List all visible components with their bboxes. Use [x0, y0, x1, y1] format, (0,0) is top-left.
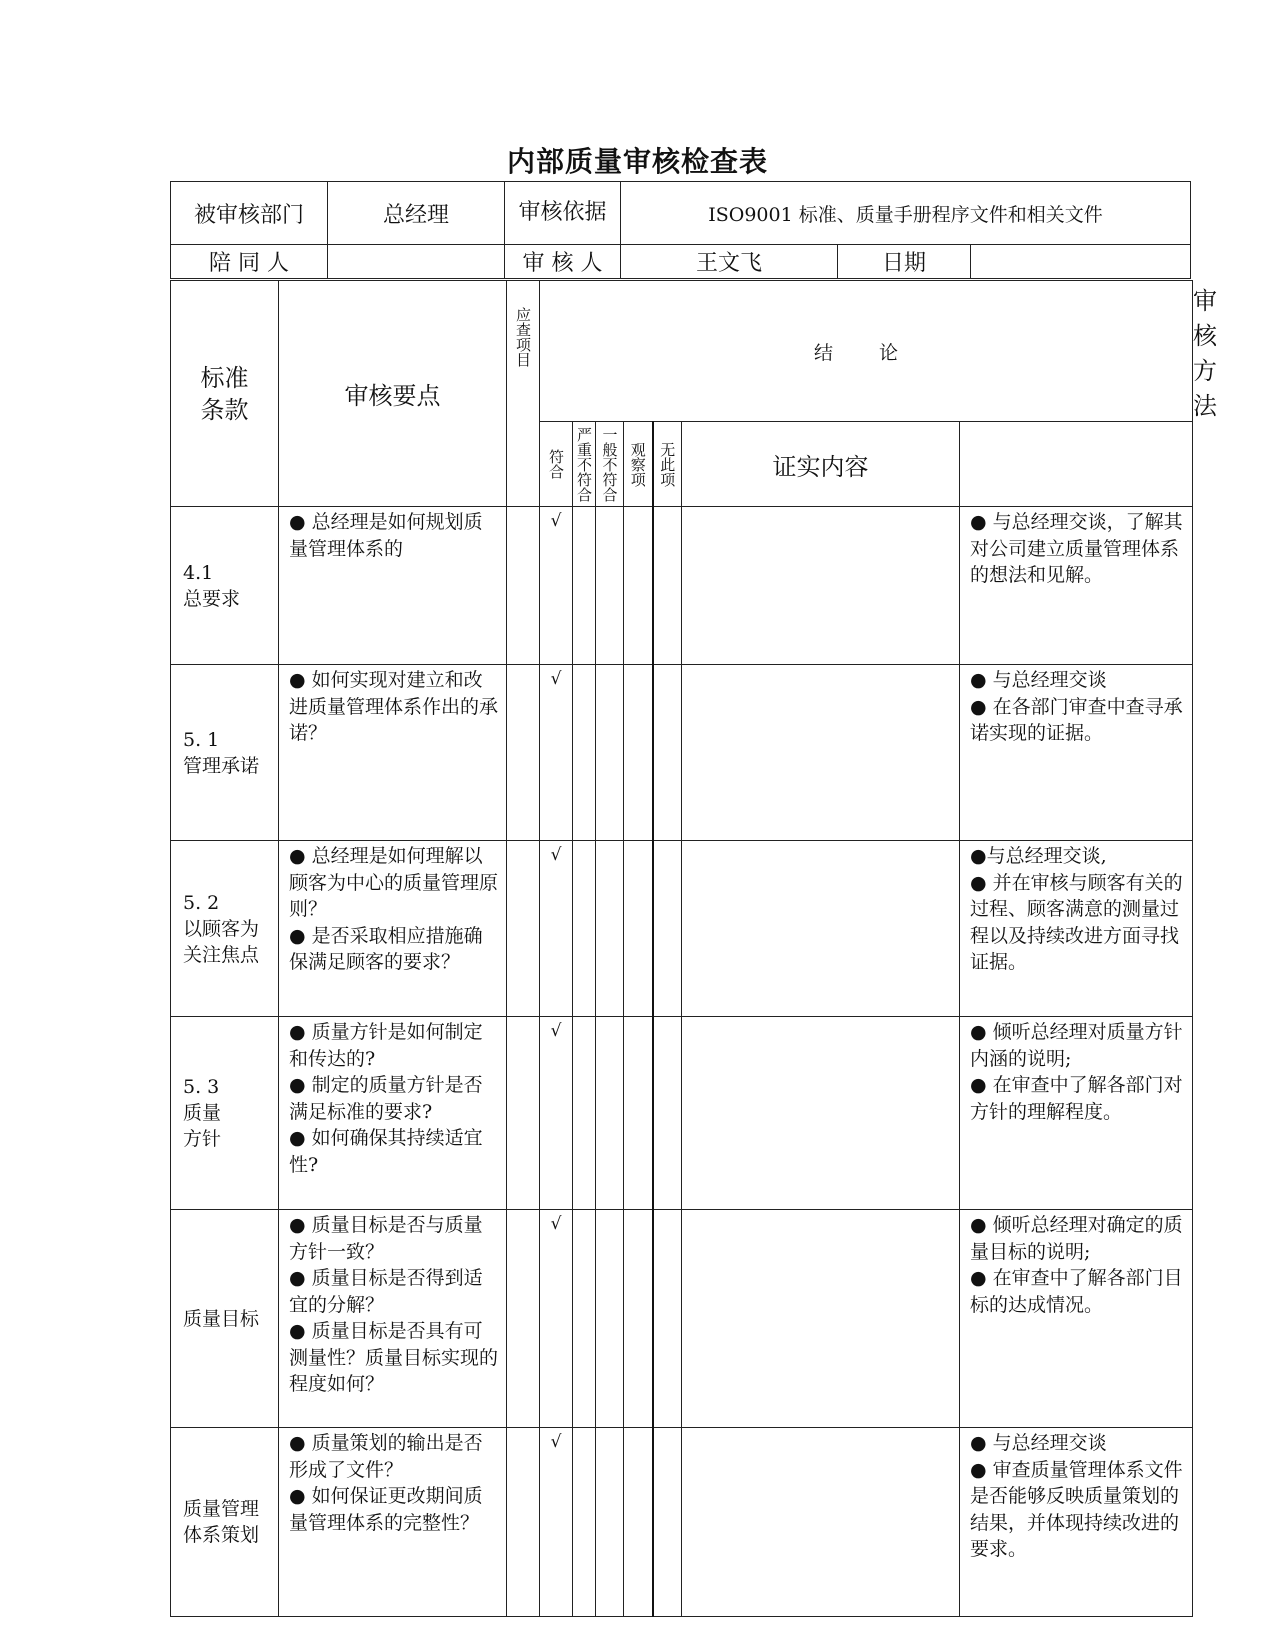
- evidence-cell: [682, 1428, 960, 1617]
- serious-nc-cell: [573, 1017, 596, 1210]
- conform-cell: √: [540, 841, 573, 1017]
- clause-cell: 质量目标: [171, 1210, 279, 1428]
- evidence-header: 证实内容: [682, 422, 960, 507]
- evidence-cell: [682, 665, 960, 841]
- conform-cell: √: [540, 665, 573, 841]
- table-row: [171, 507, 1193, 665]
- serious-nc-cell: [573, 507, 596, 665]
- general-nc-cell: [596, 507, 624, 665]
- companion-value: [328, 245, 505, 279]
- observation-cell: [624, 1428, 653, 1617]
- evidence-cell: [682, 1017, 960, 1210]
- clause-header: 标准条款: [171, 281, 279, 507]
- table-row: [171, 1017, 1193, 1210]
- document-title: 内部质量审核检查表: [506, 145, 768, 178]
- points-header: 审核要点: [279, 281, 507, 507]
- serious-nc-cell: [573, 1428, 596, 1617]
- conform-cell: √: [540, 1210, 573, 1428]
- method-cell: ● 倾听总经理对质量方针内涵的说明; ● 在审查中了解各部门对方针的理解程度。: [960, 1017, 1193, 1210]
- conform-header: 符合: [540, 422, 573, 507]
- general-nc-cell: [596, 1428, 624, 1617]
- dept-value: 总经理: [328, 182, 505, 245]
- method-subheader: [960, 422, 1193, 507]
- general-nc-cell: [596, 1017, 624, 1210]
- serious-nc-cell: [573, 1210, 596, 1428]
- table-row: [171, 841, 1193, 1017]
- na-cell: [653, 841, 682, 1017]
- method-cell: ● 倾听总经理对确定的质量目标的说明; ● 在审查中了解各部门目标的达成情况。: [960, 1210, 1193, 1428]
- should-check-cell: [507, 1428, 540, 1617]
- conform-cell: √: [540, 1428, 573, 1617]
- table-row: [171, 1428, 1193, 1617]
- clause-cell: 质量管理 体系策划: [171, 1428, 279, 1617]
- na-cell: [653, 1017, 682, 1210]
- should-check-cell: [507, 1017, 540, 1210]
- na-cell: [653, 1210, 682, 1428]
- clause-cell: 5. 1 管理承诺: [171, 665, 279, 841]
- checklist-table: 标准条款 审核要点 应查项目 结 论 审核方法 符合 严重不符合 一般不符合 观察项 无此项 证实内容 4.1 总要求 ● 总经理是如何规划质量管理体系的 √ ● 与总经理交谈，了解其对公司建立质量管理体系的想法和见解。 5. 1 管理承诺 ● 如何实现对建立和改进质量管理体系作出的承诺？ √ ● 与总经理交谈 ● 在各部门审查中查寻承诺实现的证据。 5. 2 以顾客为 关注焦点 ● 总经理是如何理解以顾客为中心的质量管理原则？ ● 是否采取相应措施确保满足顾客的要求？ √ ●与总经理交谈, ● 并在审核与顾客有关的过程、顾客满意的测量过程以及持续改进方面寻找证据。 5. 3 质量 方针 ● 质量方针是如何制定和传达的? ● 制定的质量方针是否满足标准的要求? ● 如何确保其持续适宜性? √ ● 倾听总经理对质量方针内涵的说明; ● 在审查中了解各部门对方针的理解程度。 质量目标 ● 质量目标是否与质量方针一致？ ● 质量目标是否得到适宜的分解？ ● 质量目标是否具有可测量性？质量目标实现的程度如何？ √ ● 倾听总经理对确定的质量目标的说明; ● 在审查中了解各部门目标的达成情况。 质量管理 体系策划 ● 质量策划的输出是否形成了文件？ ● 如何保证更改期间质量管理体系的完整性？ √ ● 与总经理交谈 ● 审查质量管理体系文件是否能够反映质量策划的结果，并体现持续改进的要求。: [170, 280, 1193, 1617]
- auditor-label: 审 核 人: [505, 245, 621, 279]
- method-cell: ● 与总经理交谈 ● 审查质量管理体系文件是否能够反映质量策划的结果，并体现持续改进的要求。: [960, 1428, 1193, 1617]
- companion-label: 陪 同 人: [171, 245, 328, 279]
- general-nc-cell: [596, 1210, 624, 1428]
- na-cell: [653, 665, 682, 841]
- should-check-cell: [507, 841, 540, 1017]
- basis-label: 审核依据: [505, 182, 621, 245]
- method-cell: ● 与总经理交谈 ● 在各部门审查中查寻承诺实现的证据。: [960, 665, 1193, 841]
- points-cell: ● 总经理是如何规划质量管理体系的: [279, 507, 507, 665]
- should-check-cell: [507, 1210, 540, 1428]
- points-cell: ● 如何实现对建立和改进质量管理体系作出的承诺？: [279, 665, 507, 841]
- should-check-cell: [507, 665, 540, 841]
- clause-cell: 5. 2 以顾客为 关注焦点: [171, 841, 279, 1017]
- conform-cell: √: [540, 1017, 573, 1210]
- clause-cell: 5. 3 质量 方针: [171, 1017, 279, 1210]
- table-row: [171, 665, 1193, 841]
- auditor-value: 王文飞: [621, 245, 838, 279]
- observation-header: 观察项: [624, 422, 653, 507]
- serious-nc-cell: [573, 665, 596, 841]
- should-check-header: 应查项目: [507, 281, 540, 507]
- header-table: [170, 181, 1191, 279]
- should-check-cell: [507, 507, 540, 665]
- general-nc-cell: [596, 665, 624, 841]
- evidence-cell: [682, 841, 960, 1017]
- points-cell: ● 总经理是如何理解以顾客为中心的质量管理原则？ ● 是否采取相应措施确保满足顾客的要求？: [279, 841, 507, 1017]
- general-nc-cell: [596, 841, 624, 1017]
- dept-label: 被审核部门: [171, 182, 328, 245]
- na-cell: [653, 507, 682, 665]
- serious-nc-header: 严重不符合: [573, 422, 596, 507]
- na-header: 无此项: [653, 422, 682, 507]
- evidence-cell: [682, 1210, 960, 1428]
- table-row: [171, 1210, 1193, 1428]
- basis-value: ISO9001 标准、质量手册程序文件和相关文件: [621, 182, 1191, 245]
- observation-cell: [624, 1210, 653, 1428]
- date-label: 日期: [838, 245, 971, 279]
- method-cell: ●与总经理交谈, ● 并在审核与顾客有关的过程、顾客满意的测量过程以及持续改进方面寻找证据。: [960, 841, 1193, 1017]
- observation-cell: [624, 1017, 653, 1210]
- na-cell: [653, 1428, 682, 1617]
- points-cell: ● 质量目标是否与质量方针一致？ ● 质量目标是否得到适宜的分解？ ● 质量目标是否具有可测量性？质量目标实现的程度如何？: [279, 1210, 507, 1428]
- clause-cell: 4.1 总要求: [171, 507, 279, 665]
- serious-nc-cell: [573, 841, 596, 1017]
- conform-cell: √: [540, 507, 573, 665]
- observation-cell: [624, 507, 653, 665]
- general-nc-header: 一般不符合: [596, 422, 624, 507]
- date-value: [971, 245, 1191, 279]
- method-cell: ● 与总经理交谈，了解其对公司建立质量管理体系的想法和见解。: [960, 507, 1193, 665]
- observation-cell: [624, 665, 653, 841]
- points-cell: ● 质量方针是如何制定和传达的? ● 制定的质量方针是否满足标准的要求? ● 如何确保其持续适宜性?: [279, 1017, 507, 1210]
- evidence-cell: [682, 507, 960, 665]
- conclusion-header: 结 论: [540, 281, 1193, 422]
- observation-cell: [624, 841, 653, 1017]
- points-cell: ● 质量策划的输出是否形成了文件？ ● 如何保证更改期间质量管理体系的完整性？: [279, 1428, 507, 1617]
